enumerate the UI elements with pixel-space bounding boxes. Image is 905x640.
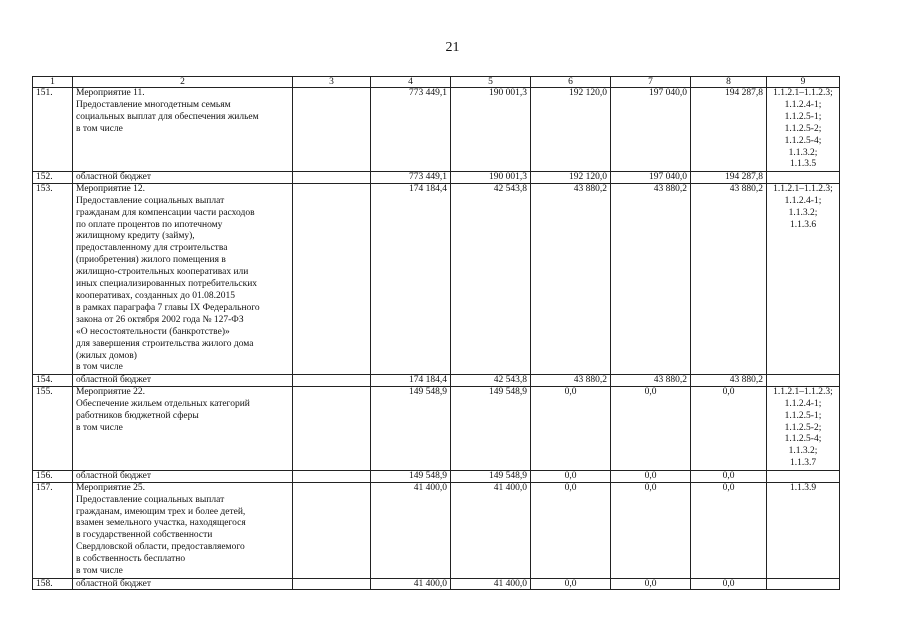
header-cell: 7 xyxy=(611,77,691,88)
year-cell: 0,0 xyxy=(531,386,611,470)
row-description: областной бюджет xyxy=(73,172,293,184)
row-index: 151. xyxy=(33,88,73,172)
target-refs xyxy=(767,471,840,483)
col3-cell xyxy=(293,172,371,184)
year-cell: 0,0 xyxy=(531,471,611,483)
col3-cell xyxy=(293,375,371,387)
target-refs: 1.1.2.1–1.1.2.3; 1.1.2.4-1; 1.1.3.2; 1.1.3.6 xyxy=(767,183,840,375)
row-description: Мероприятие 25. Предоставление социальных выплат гражданам, имеющим трех и более детей, взамен земельного участка, находящегося в государственной собственности Свердловской области, предоставляемого в собственность бесплатно в том числе xyxy=(73,482,293,578)
year-cell: 0,0 xyxy=(611,471,691,483)
total-cell: 174 184,4 xyxy=(371,375,451,387)
total-cell: 149 548,9 xyxy=(371,386,451,470)
target-refs: 1.1.2.1–1.1.2.3; 1.1.2.4-1; 1.1.2.5-1; 1.1.2.5-2; 1.1.2.5-4; 1.1.3.2; 1.1.3.5 xyxy=(767,88,840,172)
col3-cell xyxy=(293,183,371,375)
table-row xyxy=(33,172,840,184)
year-cell: 190 001,3 xyxy=(451,172,531,184)
target-refs xyxy=(767,578,840,590)
col3-cell xyxy=(293,482,371,578)
page-number: 21 xyxy=(445,40,460,55)
year-cell: 0,0 xyxy=(531,482,611,578)
year-cell: 43 880,2 xyxy=(531,375,611,387)
year-cell: 0,0 xyxy=(611,386,691,470)
row-description: областной бюджет xyxy=(73,578,293,590)
target-refs xyxy=(767,172,840,184)
year-cell: 0,0 xyxy=(691,471,767,483)
header-cell: 2 xyxy=(73,77,293,88)
year-cell: 41 400,0 xyxy=(451,578,531,590)
total-cell: 174 184,4 xyxy=(371,183,451,375)
row-description: Мероприятие 12. Предоставление социальных выплат гражданам для компенсации части расходов по оплате процентов по ипотечному жилищному кредиту (займу), предоставленному для строительства (приобретения) жилого помещения в жилищно-строительных кооперативах или иных специализированных потребительских кооперативах, созданных до 01.08.2015 в рамках параграфа 7 главы IX Федерального закона от 26 октября 2002 года № 127-ФЗ «О несостоятельности (банкротстве)» для завершения строительства жилого дома (жилых домов) в том числе xyxy=(73,183,293,375)
year-cell: 42 543,8 xyxy=(451,183,531,375)
year-cell: 43 880,2 xyxy=(611,183,691,375)
year-cell: 43 880,2 xyxy=(531,183,611,375)
row-description: областной бюджет xyxy=(73,375,293,387)
header-cell: 4 xyxy=(371,77,451,88)
col3-cell xyxy=(293,386,371,470)
row-index: 154. xyxy=(33,375,73,387)
table-row xyxy=(33,471,840,483)
header-cell: 9 xyxy=(767,77,840,88)
year-cell: 0,0 xyxy=(611,482,691,578)
row-description: Мероприятие 22. Обеспечение жильем отдельных категорий работников бюджетной сферы в том числе xyxy=(73,386,293,470)
row-index: 155. xyxy=(33,386,73,470)
header-cell: 5 xyxy=(451,77,531,88)
total-cell: 41 400,0 xyxy=(371,578,451,590)
header-cell: 3 xyxy=(293,77,371,88)
col3-cell xyxy=(293,471,371,483)
col3-cell xyxy=(293,578,371,590)
row-description: Мероприятие 11. Предоставление многодетным семьям социальных выплат для обеспечения жильем в том числе xyxy=(73,88,293,172)
row-index: 152. xyxy=(33,172,73,184)
year-cell: 43 880,2 xyxy=(611,375,691,387)
header-cell: 6 xyxy=(531,77,611,88)
table-row xyxy=(33,88,840,172)
header-cell: 8 xyxy=(691,77,767,88)
target-refs: 1.1.3.9 xyxy=(767,482,840,578)
year-cell: 194 287,8 xyxy=(691,88,767,172)
table-row xyxy=(33,482,840,578)
year-cell: 0,0 xyxy=(691,578,767,590)
table-row xyxy=(33,183,840,375)
year-cell: 194 287,8 xyxy=(691,172,767,184)
header-row xyxy=(33,77,840,88)
year-cell: 0,0 xyxy=(691,386,767,470)
year-cell: 149 548,9 xyxy=(451,471,531,483)
year-cell: 0,0 xyxy=(611,578,691,590)
year-cell: 192 120,0 xyxy=(531,172,611,184)
row-description: областной бюджет xyxy=(73,471,293,483)
row-index: 158. xyxy=(33,578,73,590)
year-cell: 197 040,0 xyxy=(611,88,691,172)
target-refs: 1.1.2.1–1.1.2.3; 1.1.2.4-1; 1.1.2.5-1; 1.1.2.5-2; 1.1.2.5-4; 1.1.3.2; 1.1.3.7 xyxy=(767,386,840,470)
col3-cell xyxy=(293,88,371,172)
budget-table xyxy=(32,76,840,590)
total-cell: 149 548,9 xyxy=(371,471,451,483)
header-cell: 1 xyxy=(33,77,73,88)
table-row xyxy=(33,578,840,590)
total-cell: 773 449,1 xyxy=(371,172,451,184)
year-cell: 42 543,8 xyxy=(451,375,531,387)
year-cell: 149 548,9 xyxy=(451,386,531,470)
row-index: 157. xyxy=(33,482,73,578)
year-cell: 0,0 xyxy=(691,482,767,578)
table-row xyxy=(33,386,840,470)
year-cell: 43 880,2 xyxy=(691,183,767,375)
target-refs xyxy=(767,375,840,387)
year-cell: 197 040,0 xyxy=(611,172,691,184)
total-cell: 773 449,1 xyxy=(371,88,451,172)
year-cell: 43 880,2 xyxy=(691,375,767,387)
table-row xyxy=(33,375,840,387)
total-cell: 41 400,0 xyxy=(371,482,451,578)
row-index: 156. xyxy=(33,471,73,483)
year-cell: 192 120,0 xyxy=(531,88,611,172)
year-cell: 41 400,0 xyxy=(451,482,531,578)
year-cell: 0,0 xyxy=(531,578,611,590)
row-index: 153. xyxy=(33,183,73,375)
year-cell: 190 001,3 xyxy=(451,88,531,172)
